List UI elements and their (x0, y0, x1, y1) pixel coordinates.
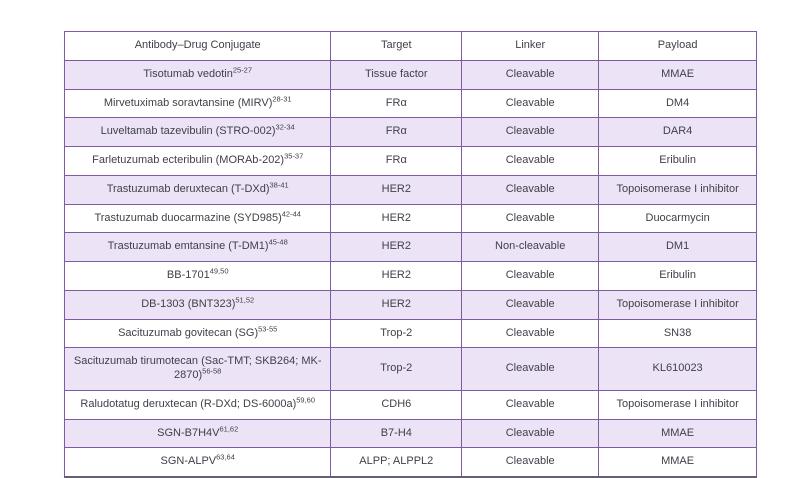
reference-superscript: 61,62 (219, 423, 239, 433)
adc-table (64, 31, 757, 478)
target-cell: FRα (331, 118, 462, 147)
linker-cell: Cleavable (462, 448, 599, 477)
payload-cell: DM1 (599, 233, 757, 262)
header-payload: Payload (599, 32, 757, 61)
linker-cell: Cleavable (462, 348, 599, 391)
adc-name-cell (65, 290, 331, 319)
payload-cell: MMAE (599, 419, 757, 448)
target-cell: Trop-2 (331, 348, 462, 391)
header-antibody-drug-conjugate: Antibody–Drug Conjugate (65, 32, 331, 61)
linker-cell: Cleavable (462, 204, 599, 233)
linker-cell: Cleavable (462, 419, 599, 448)
payload-cell: Topoisomerase I inhibitor (599, 390, 757, 419)
reference-superscript: 53-55 (258, 323, 278, 333)
table-row (65, 448, 757, 477)
target-cell: FRα (331, 89, 462, 118)
adc-name: Trastuzumab duocarmazine (SYD985) (94, 211, 282, 224)
adc-name: Mirvetuximab soravtansine (MIRV) (103, 96, 273, 109)
reference-superscript: 28-31 (272, 93, 292, 103)
payload-cell: Duocarmycin (599, 204, 757, 233)
target-cell: HER2 (331, 233, 462, 262)
reference-superscript: 35-37 (284, 151, 304, 161)
adc-name: Tisotumab vedotin (143, 67, 233, 80)
reference-superscript: 25-27 (232, 65, 253, 75)
payload-cell: MMAE (599, 448, 757, 477)
adc-name-cell (65, 390, 331, 419)
adc-name-cell (65, 348, 331, 391)
adc-name-cell (65, 233, 331, 262)
adc-name-cell (65, 448, 331, 477)
reference-superscript: 45-48 (268, 237, 288, 247)
adc-table-container (64, 31, 757, 478)
target-cell: B7-H4 (331, 419, 462, 448)
reference-superscript: 63,64 (216, 452, 235, 462)
table-row (65, 147, 757, 176)
target-cell: HER2 (331, 175, 462, 204)
linker-cell: Cleavable (462, 290, 599, 319)
adc-name: Sacituzumab tirumotecan (Sac-TMT; SKB264; MK-2870) (73, 355, 322, 381)
adc-name: DB-1303 (BNT323) (141, 297, 236, 310)
adc-name-cell (65, 118, 331, 147)
adc-name-cell (65, 319, 331, 348)
reference-superscript: 49,50 (209, 266, 229, 276)
adc-name: SGN-ALPV (160, 455, 217, 468)
reference-superscript: 38-41 (269, 180, 289, 190)
table-row (65, 89, 757, 118)
table-row (65, 348, 757, 391)
linker-cell: Cleavable (462, 319, 599, 348)
payload-cell: DM4 (599, 89, 757, 118)
table-row (65, 290, 757, 319)
linker-cell: Cleavable (462, 147, 599, 176)
adc-name-cell (65, 175, 331, 204)
table-row (65, 233, 757, 262)
table-row (65, 175, 757, 204)
adc-name: Sacituzumab govitecan (SG) (118, 326, 259, 339)
target-cell: HER2 (331, 262, 462, 291)
target-cell: CDH6 (331, 390, 462, 419)
adc-name-cell (65, 262, 331, 291)
reference-superscript: 51,52 (235, 295, 255, 305)
payload-cell: Topoisomerase I inhibitor (599, 175, 757, 204)
adc-name: BB-1701 (166, 269, 210, 281)
table-row (65, 419, 757, 448)
adc-name: Trastuzumab emtansine (T-DM1) (107, 240, 269, 253)
target-cell: Trop-2 (331, 319, 462, 348)
adc-name-cell (65, 419, 331, 448)
adc-name-cell (65, 60, 331, 89)
payload-cell: Eribulin (599, 262, 757, 291)
adc-name: Farletuzumab ecteribulin (MORAb-202) (92, 154, 285, 166)
adc-name: Raludotatug deruxtecan (R-DXd; DS-6000a) (80, 397, 297, 410)
target-cell: FRα (331, 147, 462, 176)
linker-cell: Cleavable (462, 390, 599, 419)
reference-superscript: 32-34 (275, 122, 295, 132)
target-cell: HER2 (331, 290, 462, 319)
payload-cell: KL610023 (599, 348, 757, 391)
payload-cell: MMAE (599, 60, 757, 89)
linker-cell: Cleavable (462, 262, 599, 291)
header-linker: Linker (462, 32, 599, 61)
linker-cell: Cleavable (462, 118, 599, 147)
adc-name: Trastuzumab deruxtecan (T-DXd) (106, 182, 270, 195)
table-row (65, 262, 757, 291)
linker-cell: Cleavable (462, 175, 599, 204)
reference-superscript: 56-58 (202, 366, 222, 376)
payload-cell: Eribulin (599, 147, 757, 176)
header-target: Target (331, 32, 462, 61)
payload-cell: DAR4 (599, 118, 757, 147)
table-row (65, 204, 757, 233)
payload-cell: SN38 (599, 319, 757, 348)
linker-cell: Non-cleavable (462, 233, 599, 262)
table-body (65, 60, 757, 477)
payload-cell: Topoisomerase I inhibitor (599, 290, 757, 319)
table-row (65, 118, 757, 147)
table-row (65, 319, 757, 348)
linker-cell: Cleavable (462, 89, 599, 118)
linker-cell: Cleavable (462, 60, 599, 89)
adc-name: SGN-B7H4V (157, 426, 220, 439)
adc-name-cell (65, 89, 331, 118)
table-header-row (65, 32, 757, 61)
target-cell: Tissue factor (331, 60, 462, 89)
adc-name-cell (65, 204, 331, 233)
adc-name-cell (65, 147, 331, 176)
target-cell: ALPP; ALPPL2 (331, 448, 462, 477)
adc-name: Luveltamab tazevibulin (STRO-002) (100, 125, 276, 138)
reference-superscript: 59,60 (296, 395, 316, 405)
target-cell: HER2 (331, 204, 462, 233)
reference-superscript: 42-44 (281, 208, 301, 218)
table-row (65, 60, 757, 89)
table-row (65, 390, 757, 419)
